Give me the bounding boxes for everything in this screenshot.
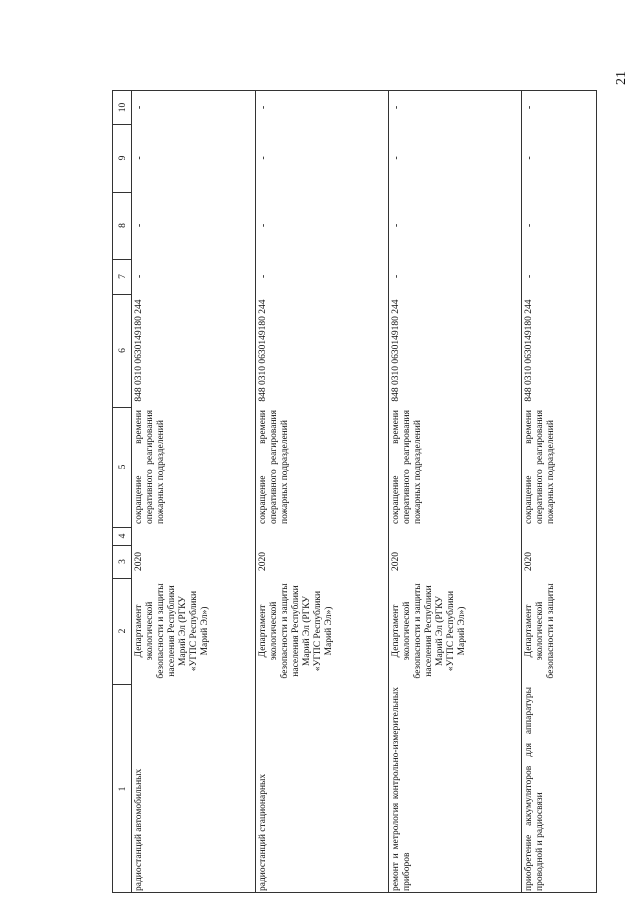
year-end-cell bbox=[134, 530, 254, 542]
header-cell: 3 bbox=[118, 559, 128, 564]
column-separator bbox=[113, 124, 131, 125]
year-start-cell: 2020 bbox=[134, 552, 144, 571]
year-end-cell bbox=[391, 530, 520, 542]
column-separator bbox=[113, 578, 131, 579]
measure-name-cell: радиостанций автомобильных bbox=[134, 768, 144, 891]
row-separator bbox=[388, 91, 389, 892]
measure-name-cell: приобретение аккумуляторов для аппаратуры проводной и радиосвязи bbox=[524, 687, 545, 891]
value-cell: - bbox=[524, 105, 535, 110]
value-cell: - bbox=[134, 156, 145, 160]
year-end-cell bbox=[258, 530, 387, 542]
header-cell: 9 bbox=[118, 155, 128, 161]
budget-code-cell: 848 0310 0630149180 244 bbox=[258, 299, 268, 402]
budget-code-cell: 848 0310 0630149180 244 bbox=[524, 299, 534, 402]
value-cell: - bbox=[391, 223, 402, 228]
executor-cell: Департамент экологической безопасности и защиты населения Республики Марий Эл (РГКУ «УГПС Республики Марий Эл») bbox=[258, 583, 334, 679]
column-separator bbox=[113, 545, 131, 546]
result-cell: сокращение времени оперативного реагирования пожарных подразделений bbox=[258, 410, 290, 524]
header-cell: 6 bbox=[118, 348, 128, 353]
result-cell: сокращение времени оперативного реагирования пожарных подразделений bbox=[391, 410, 423, 524]
year-end-cell bbox=[524, 530, 597, 542]
column-separator bbox=[113, 259, 131, 260]
row-separator bbox=[255, 91, 256, 892]
header-cell: 8 bbox=[118, 223, 128, 228]
value-cell: - bbox=[258, 105, 269, 110]
value-cell: - bbox=[134, 223, 145, 228]
value-cell: - bbox=[524, 223, 535, 228]
value-cell: - bbox=[258, 274, 269, 279]
result-cell: сокращение времени оперативного реагирования пожарных подразделений bbox=[524, 410, 556, 524]
header-cell: 7 bbox=[118, 274, 128, 279]
measure-name-cell: радиостанций стационарных bbox=[258, 773, 268, 891]
value-cell: - bbox=[391, 156, 402, 160]
value-cell: - bbox=[258, 156, 269, 160]
year-start-cell: 2020 bbox=[524, 552, 534, 571]
row-separator bbox=[521, 91, 522, 892]
header-cell: 2 bbox=[118, 628, 128, 634]
column-separator bbox=[113, 407, 131, 408]
column-separator bbox=[113, 527, 131, 528]
executor-cell: Департамент экологической безопасности и защиты населения Республики Марий Эл (РГКУ «УГПС Республики Марий Эл») bbox=[134, 583, 210, 679]
data-table bbox=[112, 90, 597, 893]
value-cell: - bbox=[391, 274, 402, 279]
header-cell: 4 bbox=[118, 533, 128, 539]
header-cell: 5 bbox=[118, 464, 128, 470]
measure-name-cell: ремонт и метрология контрольно-измерительных приборов bbox=[391, 687, 412, 891]
column-separator bbox=[113, 294, 131, 295]
column-separator bbox=[113, 684, 131, 685]
header-cell: 10 bbox=[118, 102, 128, 113]
executor-cell: Департамент экологической безопасности и защиты населения Республики Марий Эл (РГКУ «УГПС Республики Марий Эл») bbox=[391, 583, 467, 679]
column-separator bbox=[113, 192, 131, 193]
value-cell: - bbox=[134, 274, 145, 279]
year-start-cell: 2020 bbox=[391, 552, 401, 571]
budget-code-cell: 848 0310 0630149180 244 bbox=[391, 299, 401, 402]
value-cell: - bbox=[258, 223, 269, 228]
row-separator bbox=[131, 91, 132, 892]
value-cell: - bbox=[134, 105, 145, 110]
result-cell: сокращение времени оперативного реагирования пожарных подразделений bbox=[134, 410, 166, 524]
value-cell: - bbox=[524, 274, 535, 279]
value-cell: - bbox=[391, 105, 402, 110]
page-number: 21 bbox=[614, 71, 629, 85]
value-cell: - bbox=[524, 156, 535, 160]
executor-cell: Департамент экологической безопасности и защиты bbox=[524, 583, 556, 679]
budget-code-cell: 848 0310 0630149180 244 bbox=[134, 299, 144, 402]
year-start-cell: 2020 bbox=[258, 552, 268, 571]
header-cell: 1 bbox=[118, 786, 128, 792]
